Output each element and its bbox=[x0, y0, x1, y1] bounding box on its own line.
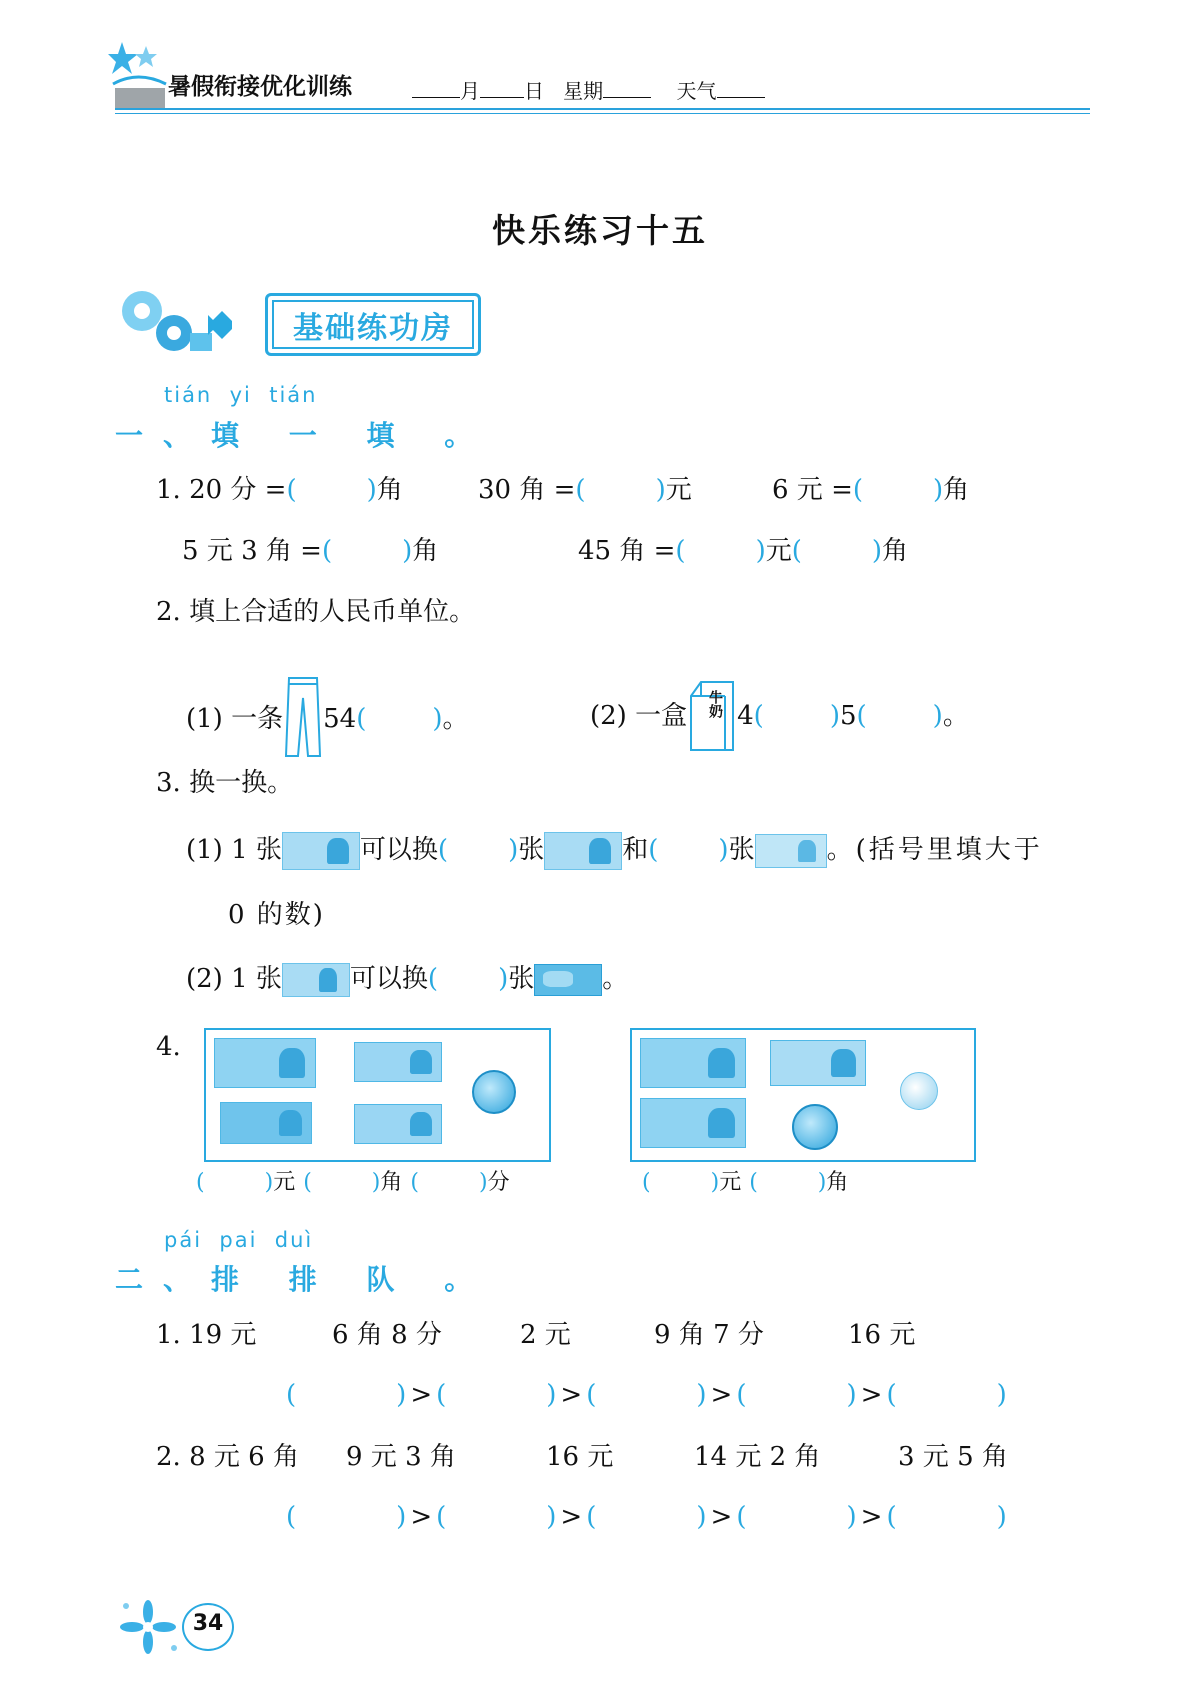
paren-open: ( bbox=[642, 1170, 651, 1195]
paren-close: ) bbox=[696, 1380, 707, 1410]
banknote-icon bbox=[282, 832, 360, 870]
q1-row2-item1 bbox=[182, 534, 438, 568]
q3-text-zhang: 张 bbox=[508, 964, 535, 994]
q1-row1-item2 bbox=[478, 473, 692, 507]
order2-answer-row bbox=[286, 1500, 1007, 1534]
paren-close: ) bbox=[846, 1380, 857, 1410]
paren-close: ) bbox=[829, 701, 840, 731]
banknote-icon bbox=[755, 834, 827, 868]
paren-open: ( bbox=[286, 475, 297, 505]
page-number: 34 bbox=[192, 1611, 224, 1636]
section1-pinyin: tián yi tián bbox=[164, 383, 318, 407]
paren-close: ) bbox=[718, 835, 729, 865]
q3-text-zhang: 张 bbox=[728, 835, 755, 865]
greater-than: > bbox=[410, 1502, 433, 1532]
q1-row2-item2 bbox=[578, 534, 908, 568]
header-rule-thin bbox=[115, 113, 1090, 114]
q3-text-can: 可以换 bbox=[359, 835, 438, 865]
banknote-icon bbox=[214, 1038, 316, 1088]
q1-unit: 角 bbox=[943, 475, 970, 505]
q3-note: 。(括号里填大于 bbox=[826, 835, 1043, 865]
paren-close: ) bbox=[396, 1502, 407, 1532]
paren-open: ( bbox=[753, 701, 764, 731]
paren-open: ( bbox=[427, 964, 439, 994]
paren-close: ) bbox=[402, 536, 413, 566]
paren-close: ) bbox=[264, 1170, 274, 1195]
paren-close: ) bbox=[655, 475, 666, 505]
paren-open: ( bbox=[856, 701, 867, 731]
paren-open: ( bbox=[286, 1502, 297, 1532]
trousers-icon bbox=[283, 676, 323, 756]
paren-open: ( bbox=[196, 1170, 205, 1195]
paren-close: ) bbox=[366, 475, 377, 505]
banknote-icon bbox=[354, 1042, 442, 1082]
q1-unit: 角 bbox=[376, 475, 403, 505]
q2-item1-number: 54 bbox=[323, 704, 357, 734]
paren-close: ) bbox=[996, 1380, 1007, 1410]
greater-than: > bbox=[410, 1380, 433, 1410]
paren-open: ( bbox=[437, 835, 449, 865]
q3-text-and: 和 bbox=[622, 835, 649, 865]
paren-close: ) bbox=[933, 475, 944, 505]
q1-text: 45 角 = bbox=[578, 536, 676, 566]
paren-open: ( bbox=[356, 704, 367, 734]
order1-item: 6 角 8 分 bbox=[332, 1320, 442, 1350]
period: 。 bbox=[442, 704, 469, 734]
paren-open: ( bbox=[675, 536, 686, 566]
header-brand: 暑假衔接优化训练 bbox=[168, 74, 352, 100]
day-label: 日 bbox=[524, 79, 544, 103]
q1-text: 5 元 3 角 = bbox=[182, 536, 322, 566]
header-date-fields bbox=[412, 74, 765, 108]
greater-than: > bbox=[860, 1502, 883, 1532]
unit-jiao: 角 bbox=[826, 1170, 849, 1195]
order2-item: 16 元 bbox=[546, 1442, 614, 1472]
paren-open: ( bbox=[852, 475, 864, 505]
paren-close: ) bbox=[755, 536, 766, 566]
banknote-icon bbox=[282, 963, 350, 997]
banknote-icon bbox=[640, 1098, 746, 1148]
weekday-label: 星期 bbox=[563, 79, 604, 103]
paren-open: ( bbox=[586, 1380, 597, 1410]
period: 。 bbox=[942, 701, 969, 731]
order2-item: 14 元 2 角 bbox=[694, 1442, 821, 1472]
paren-open: ( bbox=[886, 1502, 897, 1532]
q3-text: 3. 换一换。 bbox=[156, 768, 294, 798]
q1-unit: 角 bbox=[412, 536, 439, 566]
order1-item: 2 元 bbox=[520, 1320, 571, 1350]
q2-item1 bbox=[186, 680, 469, 760]
month-label: 月 bbox=[460, 79, 480, 103]
section2-heading: 二、排 排 队 。 bbox=[115, 1263, 493, 1296]
paren-close: ) bbox=[508, 835, 519, 865]
paren-close: ) bbox=[546, 1380, 557, 1410]
coin-icon bbox=[900, 1072, 938, 1110]
greater-than: > bbox=[710, 1380, 733, 1410]
q3-item1 bbox=[186, 832, 1043, 870]
coin-icon bbox=[792, 1104, 838, 1150]
paren-close: ) bbox=[498, 964, 509, 994]
q1-unit: 元 bbox=[765, 536, 792, 566]
greater-than: > bbox=[860, 1380, 883, 1410]
q4-box1-answers bbox=[196, 1168, 510, 1198]
paren-close: ) bbox=[871, 536, 883, 566]
paren-open: ( bbox=[736, 1380, 747, 1410]
q3-item1-text: (1) 1 张 bbox=[186, 835, 282, 865]
milk-carton-label: 牛奶 bbox=[707, 690, 723, 718]
section1-heading: 一、填 一 填 。 bbox=[115, 419, 493, 452]
paren-close: ) bbox=[710, 1170, 720, 1195]
paren-open: ( bbox=[749, 1170, 758, 1195]
paren-open: ( bbox=[886, 1380, 897, 1410]
paren-open: ( bbox=[736, 1502, 747, 1532]
period: 。 bbox=[602, 964, 629, 994]
paren-open: ( bbox=[286, 1380, 297, 1410]
banner-label: 基础练功房 bbox=[293, 311, 453, 346]
order2-item: 9 元 3 角 bbox=[346, 1442, 456, 1472]
banknote-icon bbox=[770, 1040, 866, 1086]
paren-open: ( bbox=[303, 1170, 312, 1195]
paren-open: ( bbox=[436, 1380, 447, 1410]
banknote-icon bbox=[220, 1102, 312, 1144]
paren-open: ( bbox=[648, 835, 659, 865]
unit-yuan: 元 bbox=[273, 1170, 296, 1195]
paren-close: ) bbox=[817, 1170, 827, 1195]
greater-than: > bbox=[560, 1502, 583, 1532]
banknote-icon bbox=[544, 832, 622, 870]
q4-label: 4. bbox=[156, 1032, 181, 1062]
q3-item2 bbox=[186, 962, 628, 997]
order1-answer-row bbox=[286, 1378, 1007, 1412]
q3-text-zhang: 张 bbox=[518, 835, 545, 865]
unit-fen: 分 bbox=[487, 1170, 510, 1195]
order2-item: 3 元 5 角 bbox=[898, 1442, 1008, 1472]
banknote-icon bbox=[354, 1104, 442, 1144]
weather-label: 天气 bbox=[676, 79, 717, 103]
paren-close: ) bbox=[846, 1502, 857, 1532]
paren-open: ( bbox=[436, 1502, 447, 1532]
unit-yuan: 元 bbox=[719, 1170, 742, 1195]
q2-item2 bbox=[590, 680, 969, 754]
coin-icon bbox=[472, 1070, 516, 1114]
paren-close: ) bbox=[396, 1380, 407, 1410]
greater-than: > bbox=[560, 1380, 583, 1410]
header-bar bbox=[115, 88, 165, 108]
paren-close: ) bbox=[696, 1502, 707, 1532]
gear-icon bbox=[112, 285, 232, 357]
q4-box2-answers bbox=[642, 1168, 848, 1198]
greater-than: > bbox=[710, 1502, 733, 1532]
paren-open: ( bbox=[791, 536, 802, 566]
paren-open: ( bbox=[586, 1502, 597, 1532]
q1-text: 1. 20 分 = bbox=[156, 475, 287, 505]
paren-close: ) bbox=[432, 704, 443, 734]
banknote-icon bbox=[534, 964, 602, 996]
paren-close: ) bbox=[546, 1502, 557, 1532]
order1-item: 16 元 bbox=[848, 1320, 916, 1350]
order2-item: 2. 8 元 6 角 bbox=[156, 1442, 299, 1472]
q2-item2-number: 4 bbox=[737, 701, 754, 731]
paren-close: ) bbox=[996, 1502, 1007, 1532]
header-decoration bbox=[108, 40, 168, 90]
q3-text-can: 可以换 bbox=[349, 964, 428, 994]
q1-unit: 角 bbox=[882, 536, 909, 566]
paren-close: ) bbox=[479, 1170, 488, 1195]
paren-open: ( bbox=[321, 536, 333, 566]
paren-close: ) bbox=[932, 701, 943, 731]
banknote-icon bbox=[640, 1038, 746, 1088]
q2-item1-text: (1) 一条 bbox=[186, 704, 284, 734]
q2-text: 2. 填上合适的人民币单位。 bbox=[156, 597, 476, 627]
q2-item2-text: (2) 一盒 bbox=[590, 701, 688, 731]
page-title: 快乐练习十五 bbox=[492, 211, 708, 250]
paren-close: ) bbox=[371, 1170, 381, 1195]
q2-item2-number: 5 bbox=[839, 701, 857, 731]
q1-text: 30 角 = bbox=[478, 475, 576, 505]
q1-row1-item1 bbox=[156, 473, 403, 507]
paren-open: ( bbox=[410, 1170, 419, 1195]
unit-jiao: 角 bbox=[380, 1170, 403, 1195]
paren-open: ( bbox=[575, 475, 586, 505]
q1-unit: 元 bbox=[665, 475, 692, 505]
order1-item: 9 角 7 分 bbox=[654, 1320, 764, 1350]
q3-item2-text: (2) 1 张 bbox=[186, 964, 282, 994]
header-rule bbox=[115, 108, 1090, 110]
q1-text: 6 元 = bbox=[772, 475, 853, 505]
section2-pinyin: pái pai duì bbox=[164, 1228, 314, 1252]
flower-icon bbox=[118, 1598, 188, 1656]
q3-note-continued: 0 的数) bbox=[228, 900, 325, 930]
q1-row1-item3 bbox=[772, 473, 969, 507]
order1-item: 1. 19 元 bbox=[156, 1320, 257, 1350]
